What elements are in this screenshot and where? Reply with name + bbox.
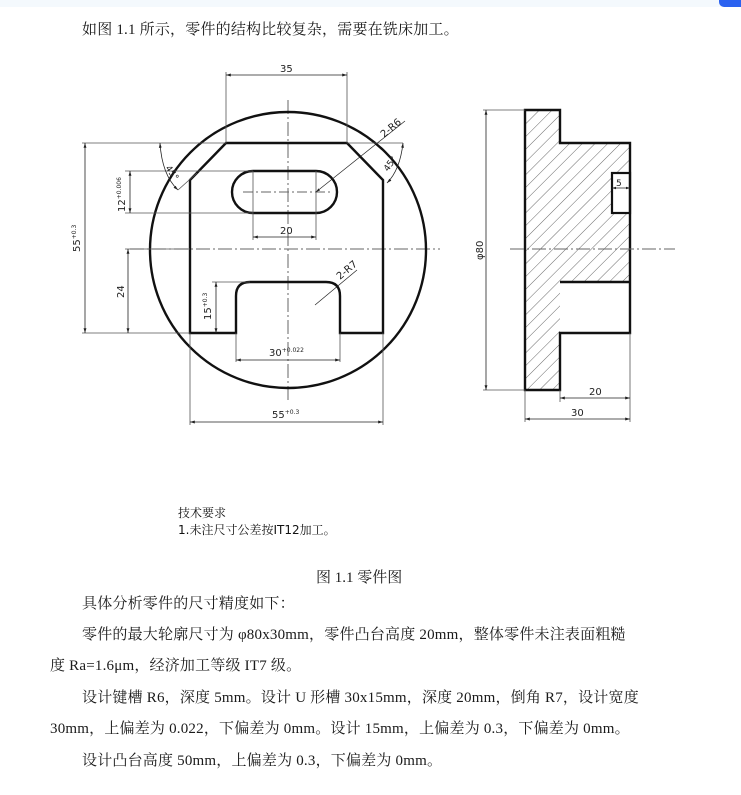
paragraph-2-line-2: 度 Ra=1.6μm，经济加工等级 IT7 级。 (50, 658, 302, 674)
paragraph-3-line-2: 30mm，上偏差为 0.022，下偏差为 0mm。设计 15mm，上偏差为 0.3，下偏差为 0mm。 (50, 721, 630, 737)
dim-30-total: 30 (571, 408, 584, 419)
dim-55-bottom: $55^{+0.3}$ (272, 409, 300, 421)
paragraph-4: 设计凸台高度 50mm，上偏差为 0.3，下偏差为 0mm。 (82, 753, 443, 769)
front-view (71, 64, 440, 425)
paragraph-2-line-1: 零件的最大轮廓尺寸为 φ80x30mm，零件凸台高度 20mm，整体零件未注表面粗糙 (82, 627, 626, 643)
corner-button[interactable] (719, 0, 741, 7)
figure-caption: 图 1.1 零件图 (316, 570, 403, 586)
tech-requirements-title: 技术要求 (178, 506, 227, 520)
dim-5: 5 (616, 179, 622, 189)
chamfer-left: 45° (162, 163, 180, 183)
part-drawing (0, 55, 741, 435)
dim-20-boss: 20 (589, 387, 602, 398)
top-bar (0, 0, 741, 7)
paragraph-3-line-1: 设计键槽 R6，深度 5mm。设计 U 形槽 30x15mm，深度 20mm，倒角 R7，设计宽度 (82, 690, 639, 706)
radius-r6: 2-R6 (378, 116, 404, 141)
dim-phi80: φ80 (475, 240, 486, 260)
dim-20: 20 (280, 226, 293, 237)
radius-r7: 2-R7 (334, 258, 360, 283)
dim-24: 24 (116, 285, 127, 298)
tech-requirements-item: 1.未注尺寸公差按IT12加工。 (178, 523, 336, 537)
intro-paragraph: 如图 1.1 所示，零件的结构比较复杂，需要在铣床加工。 (82, 22, 459, 38)
side-view (475, 110, 675, 422)
chamfer-right: 45° (382, 154, 400, 174)
dim-15: $15^{+0.3}$ (202, 292, 214, 320)
dim-30-u: $30^{+0.022}$ (269, 347, 304, 359)
paragraph-1: 具体分析零件的尺寸精度如下： (82, 596, 295, 612)
dim-35: 35 (280, 64, 293, 75)
dim-55-left: $55^{+0.3}$ (71, 224, 83, 252)
dim-12: $12^{+0.006}$ (116, 177, 128, 212)
